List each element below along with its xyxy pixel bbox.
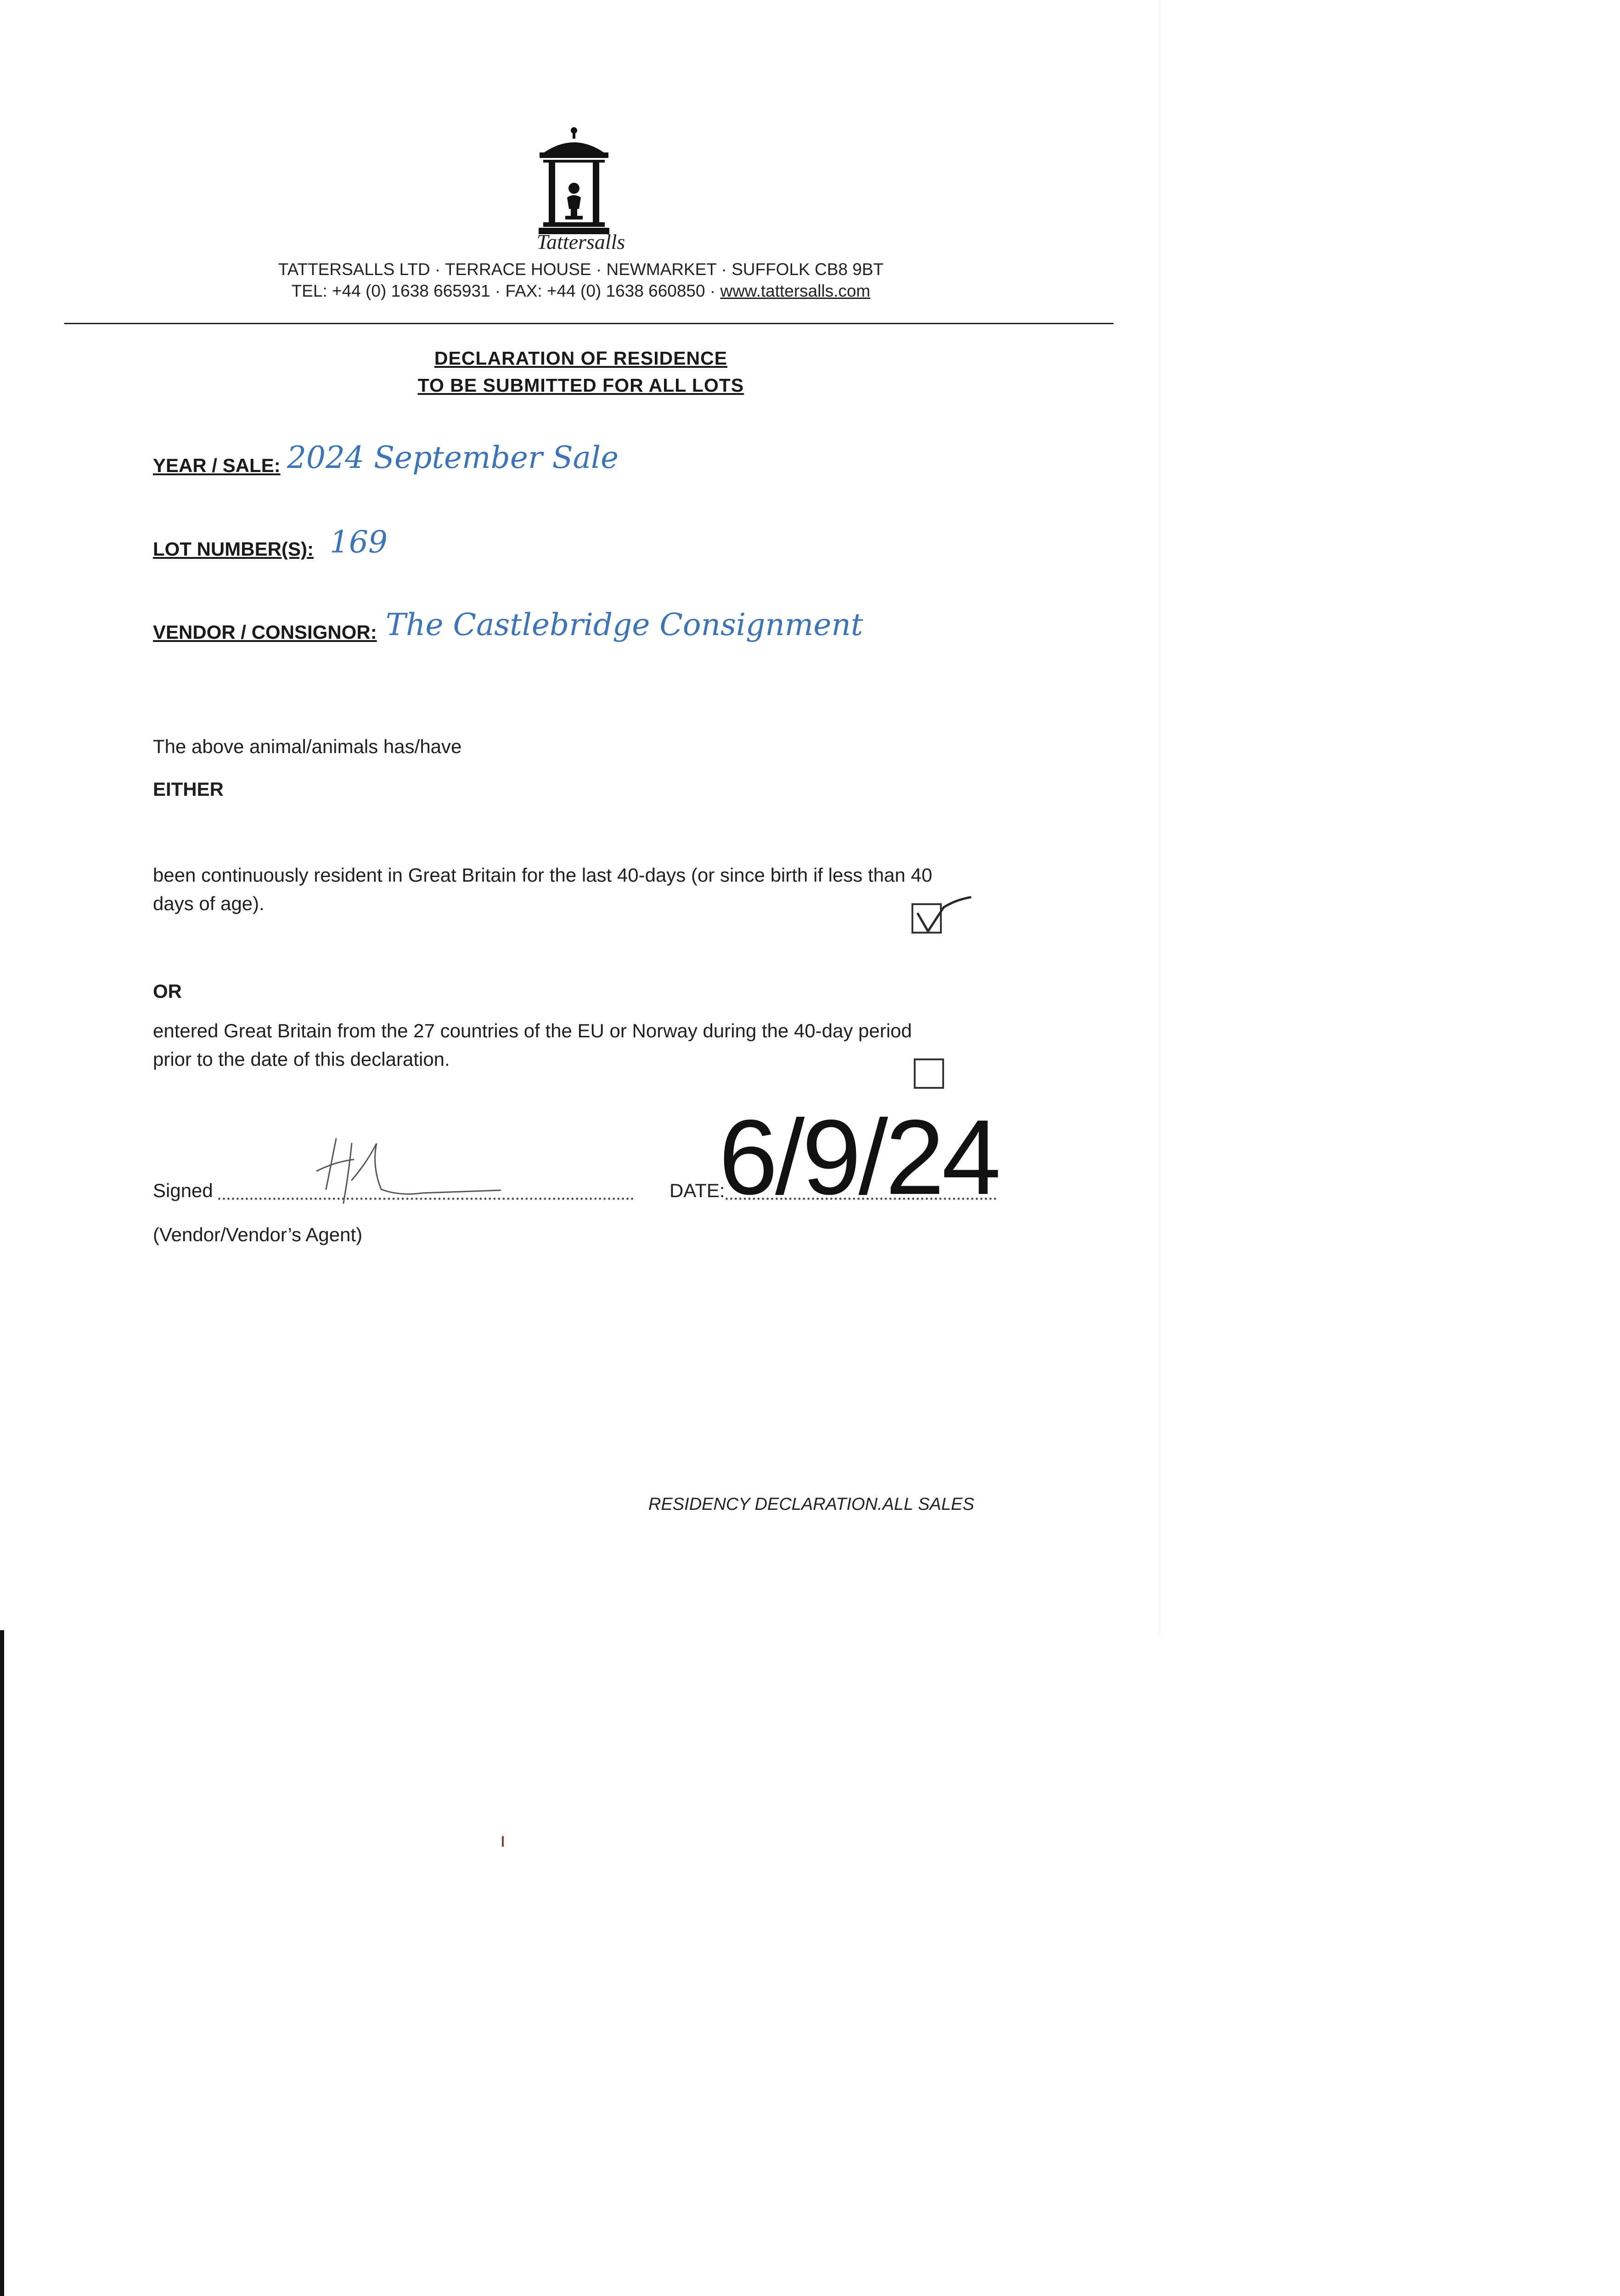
vendor-label: VENDOR / CONSIGNOR: xyxy=(153,621,377,643)
form-reference: RESIDENCY DECLARATION.ALL SALES xyxy=(648,1495,974,1514)
year-sale-label: YEAR / SALE: xyxy=(153,455,281,476)
scan-shadow-edge xyxy=(1159,0,1160,1635)
check-mark-icon xyxy=(911,891,976,937)
option2-line2: prior to the date of this declaration. xyxy=(153,1048,450,1070)
either-label: EITHER xyxy=(153,778,224,800)
option2-line1: entered Great Britain from the 27 countries of the EU or Norway during the 40-day period xyxy=(153,1020,912,1041)
handwritten-signature[interactable] xyxy=(308,1134,505,1212)
form-subtitle: TO BE SUBMITTED FOR ALL LOTS xyxy=(417,375,744,396)
website-link[interactable]: www.tattersalls.com xyxy=(720,281,871,300)
option2-checkbox[interactable] xyxy=(914,1058,944,1089)
header-divider xyxy=(64,323,1114,324)
date-label: DATE: xyxy=(669,1180,725,1201)
date-value[interactable]: 6/9/24 xyxy=(719,1098,999,1217)
vendor-value[interactable]: The Castlebridge Consignment xyxy=(386,607,863,642)
lot-number-label: LOT NUMBER(S): xyxy=(153,538,314,560)
lot-number-value[interactable]: 169 xyxy=(330,524,388,560)
contact-line xyxy=(0,281,1162,301)
contact-numbers: TEL: +44 (0) 1638 665931 · FAX: +44 (0) 1638 660850 · xyxy=(291,281,720,300)
option1-line2: days of age). xyxy=(153,893,264,914)
form-title: DECLARATION OF RESIDENCE xyxy=(434,348,728,369)
or-label: OR xyxy=(153,980,182,1002)
brand-name: Tattersalls xyxy=(536,230,625,253)
address-line: TATTERSALLS LTD · TERRACE HOUSE · NEWMARKET · SUFFOLK CB8 9BT xyxy=(278,260,884,279)
intro-text: The above animal/animals has/have xyxy=(153,736,462,757)
year-sale-value[interactable]: 2024 September Sale xyxy=(287,440,619,475)
agent-label: (Vendor/Vendor’s Agent) xyxy=(153,1224,363,1245)
scan-speck xyxy=(502,1836,504,1847)
signed-label: Signed xyxy=(153,1180,213,1201)
tattersalls-logo xyxy=(535,124,613,239)
option1-line1: been continuously resident in Great Britain for the last 40-days (or since birth if less than 40 xyxy=(153,864,933,886)
scan-border xyxy=(0,1630,4,2296)
